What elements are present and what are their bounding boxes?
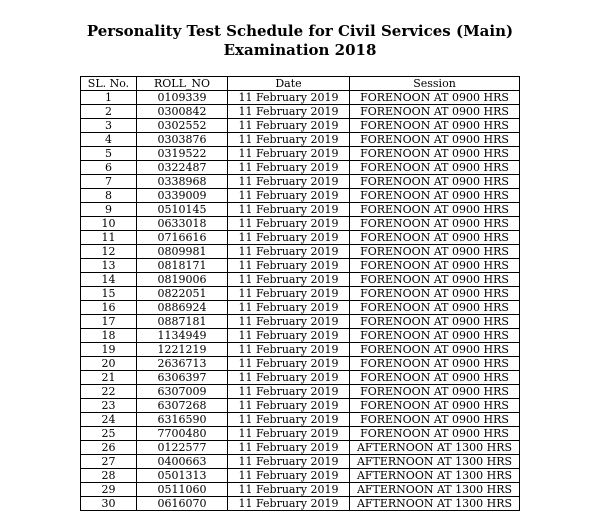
cell-session: AFTERNOON AT 1300 HRS <box>350 455 520 469</box>
cell-session: AFTERNOON AT 1300 HRS <box>350 497 520 511</box>
cell-roll-no: 0338968 <box>137 175 228 189</box>
cell-session: FORENOON AT 0900 HRS <box>350 203 520 217</box>
cell-roll-no: 0886924 <box>137 301 228 315</box>
cell-sl-no: 23 <box>81 399 137 413</box>
cell-session: AFTERNOON AT 1300 HRS <box>350 469 520 483</box>
cell-sl-no: 17 <box>81 315 137 329</box>
cell-date: 11 February 2019 <box>228 133 350 147</box>
table-row <box>81 343 520 357</box>
cell-session: AFTERNOON AT 1300 HRS <box>350 483 520 497</box>
cell-date: 11 February 2019 <box>228 175 350 189</box>
table-row <box>81 483 520 497</box>
cell-date: 11 February 2019 <box>228 231 350 245</box>
cell-session: FORENOON AT 0900 HRS <box>350 371 520 385</box>
cell-session: FORENOON AT 0900 HRS <box>350 427 520 441</box>
cell-date: 11 February 2019 <box>228 105 350 119</box>
cell-roll-no: 0122577 <box>137 441 228 455</box>
cell-roll-no: 0322487 <box>137 161 228 175</box>
cell-session: FORENOON AT 0900 HRS <box>350 301 520 315</box>
cell-sl-no: 16 <box>81 301 137 315</box>
cell-date: 11 February 2019 <box>228 483 350 497</box>
table-row <box>81 259 520 273</box>
cell-session: AFTERNOON AT 1300 HRS <box>350 441 520 455</box>
cell-sl-no: 12 <box>81 245 137 259</box>
cell-roll-no: 0716616 <box>137 231 228 245</box>
cell-date: 11 February 2019 <box>228 497 350 511</box>
cell-session: FORENOON AT 0900 HRS <box>350 105 520 119</box>
cell-sl-no: 14 <box>81 273 137 287</box>
cell-sl-no: 19 <box>81 343 137 357</box>
page-title-line-2: Examination 2018 <box>223 41 377 59</box>
cell-date: 11 February 2019 <box>228 329 350 343</box>
cell-sl-no: 15 <box>81 287 137 301</box>
cell-session: FORENOON AT 0900 HRS <box>350 357 520 371</box>
table-row <box>81 161 520 175</box>
cell-roll-no: 0501313 <box>137 469 228 483</box>
cell-sl-no: 25 <box>81 427 137 441</box>
cell-sl-no: 29 <box>81 483 137 497</box>
cell-session: FORENOON AT 0900 HRS <box>350 231 520 245</box>
table-row <box>81 371 520 385</box>
cell-session: FORENOON AT 0900 HRS <box>350 245 520 259</box>
cell-sl-no: 26 <box>81 441 137 455</box>
cell-sl-no: 11 <box>81 231 137 245</box>
table-row <box>81 497 520 511</box>
cell-sl-no: 1 <box>81 91 137 105</box>
cell-roll-no: 6306397 <box>137 371 228 385</box>
cell-date: 11 February 2019 <box>228 301 350 315</box>
cell-date: 11 February 2019 <box>228 245 350 259</box>
cell-sl-no: 21 <box>81 371 137 385</box>
cell-sl-no: 6 <box>81 161 137 175</box>
table-row <box>81 189 520 203</box>
cell-roll-no: 0511060 <box>137 483 228 497</box>
table-row <box>81 287 520 301</box>
cell-roll-no: 0400663 <box>137 455 228 469</box>
cell-sl-no: 20 <box>81 357 137 371</box>
cell-session: FORENOON AT 0900 HRS <box>350 175 520 189</box>
cell-roll-no: 7700480 <box>137 427 228 441</box>
cell-roll-no: 1134949 <box>137 329 228 343</box>
cell-roll-no: 0300842 <box>137 105 228 119</box>
cell-date: 11 February 2019 <box>228 385 350 399</box>
cell-date: 11 February 2019 <box>228 119 350 133</box>
cell-date: 11 February 2019 <box>228 427 350 441</box>
cell-roll-no: 6316590 <box>137 413 228 427</box>
cell-date: 11 February 2019 <box>228 217 350 231</box>
cell-roll-no: 0822051 <box>137 287 228 301</box>
table-row <box>81 385 520 399</box>
cell-sl-no: 27 <box>81 455 137 469</box>
cell-session: FORENOON AT 0900 HRS <box>350 161 520 175</box>
cell-session: FORENOON AT 0900 HRS <box>350 259 520 273</box>
cell-session: FORENOON AT 0900 HRS <box>350 287 520 301</box>
cell-date: 11 February 2019 <box>228 147 350 161</box>
table-row <box>81 119 520 133</box>
table-row <box>81 273 520 287</box>
cell-sl-no: 24 <box>81 413 137 427</box>
cell-roll-no: 0887181 <box>137 315 228 329</box>
table-row <box>81 427 520 441</box>
table-row <box>81 469 520 483</box>
cell-date: 11 February 2019 <box>228 315 350 329</box>
table-row <box>81 399 520 413</box>
cell-roll-no: 0302552 <box>137 119 228 133</box>
cell-sl-no: 3 <box>81 119 137 133</box>
table-header-row <box>81 77 520 91</box>
cell-roll-no: 0303876 <box>137 133 228 147</box>
cell-roll-no: 0633018 <box>137 217 228 231</box>
cell-sl-no: 8 <box>81 189 137 203</box>
cell-date: 11 February 2019 <box>228 413 350 427</box>
cell-date: 11 February 2019 <box>228 91 350 105</box>
cell-roll-no: 0319522 <box>137 147 228 161</box>
cell-roll-no: 0819006 <box>137 273 228 287</box>
column-header-roll-no: ROLL_NO <box>137 77 228 91</box>
cell-roll-no: 1221219 <box>137 343 228 357</box>
cell-roll-no: 0109339 <box>137 91 228 105</box>
table-row <box>81 231 520 245</box>
cell-date: 11 February 2019 <box>228 399 350 413</box>
cell-sl-no: 28 <box>81 469 137 483</box>
cell-date: 11 February 2019 <box>228 371 350 385</box>
cell-date: 11 February 2019 <box>228 161 350 175</box>
cell-roll-no: 0339009 <box>137 189 228 203</box>
cell-date: 11 February 2019 <box>228 189 350 203</box>
cell-sl-no: 18 <box>81 329 137 343</box>
cell-date: 11 February 2019 <box>228 273 350 287</box>
page-title-line-1: Personality Test Schedule for Civil Services (Main) <box>86 22 514 40</box>
page-title <box>0 22 600 60</box>
cell-roll-no: 6307268 <box>137 399 228 413</box>
table-row <box>81 245 520 259</box>
table-row <box>81 413 520 427</box>
cell-session: FORENOON AT 0900 HRS <box>350 91 520 105</box>
cell-session: FORENOON AT 0900 HRS <box>350 273 520 287</box>
table-row <box>81 455 520 469</box>
cell-sl-no: 22 <box>81 385 137 399</box>
cell-date: 11 February 2019 <box>228 203 350 217</box>
cell-roll-no: 0809981 <box>137 245 228 259</box>
cell-date: 11 February 2019 <box>228 343 350 357</box>
cell-date: 11 February 2019 <box>228 357 350 371</box>
cell-session: FORENOON AT 0900 HRS <box>350 147 520 161</box>
table-body <box>81 91 520 511</box>
table-row <box>81 315 520 329</box>
table-row <box>81 441 520 455</box>
cell-sl-no: 4 <box>81 133 137 147</box>
cell-roll-no: 0510145 <box>137 203 228 217</box>
cell-date: 11 February 2019 <box>228 287 350 301</box>
column-header-session: Session <box>350 77 520 91</box>
cell-roll-no: 2636713 <box>137 357 228 371</box>
table-row <box>81 147 520 161</box>
cell-session: FORENOON AT 0900 HRS <box>350 315 520 329</box>
cell-session: FORENOON AT 0900 HRS <box>350 189 520 203</box>
table-row <box>81 301 520 315</box>
cell-date: 11 February 2019 <box>228 441 350 455</box>
schedule-table <box>80 76 520 511</box>
table-row <box>81 357 520 371</box>
cell-sl-no: 30 <box>81 497 137 511</box>
cell-roll-no: 0818171 <box>137 259 228 273</box>
cell-session: FORENOON AT 0900 HRS <box>350 385 520 399</box>
cell-sl-no: 10 <box>81 217 137 231</box>
table-row <box>81 217 520 231</box>
cell-sl-no: 5 <box>81 147 137 161</box>
cell-sl-no: 7 <box>81 175 137 189</box>
cell-date: 11 February 2019 <box>228 455 350 469</box>
cell-session: FORENOON AT 0900 HRS <box>350 217 520 231</box>
cell-session: FORENOON AT 0900 HRS <box>350 399 520 413</box>
cell-date: 11 February 2019 <box>228 259 350 273</box>
table-row <box>81 91 520 105</box>
table-row <box>81 329 520 343</box>
cell-session: FORENOON AT 0900 HRS <box>350 133 520 147</box>
cell-sl-no: 9 <box>81 203 137 217</box>
table-row <box>81 133 520 147</box>
column-header-date: Date <box>228 77 350 91</box>
table-row <box>81 203 520 217</box>
column-header-sl-no: SL. No. <box>81 77 137 91</box>
cell-session: FORENOON AT 0900 HRS <box>350 119 520 133</box>
table-row <box>81 105 520 119</box>
cell-date: 11 February 2019 <box>228 469 350 483</box>
cell-sl-no: 2 <box>81 105 137 119</box>
cell-session: FORENOON AT 0900 HRS <box>350 343 520 357</box>
cell-session: FORENOON AT 0900 HRS <box>350 413 520 427</box>
cell-sl-no: 13 <box>81 259 137 273</box>
cell-session: FORENOON AT 0900 HRS <box>350 329 520 343</box>
table-row <box>81 175 520 189</box>
cell-roll-no: 6307009 <box>137 385 228 399</box>
cell-roll-no: 0616070 <box>137 497 228 511</box>
